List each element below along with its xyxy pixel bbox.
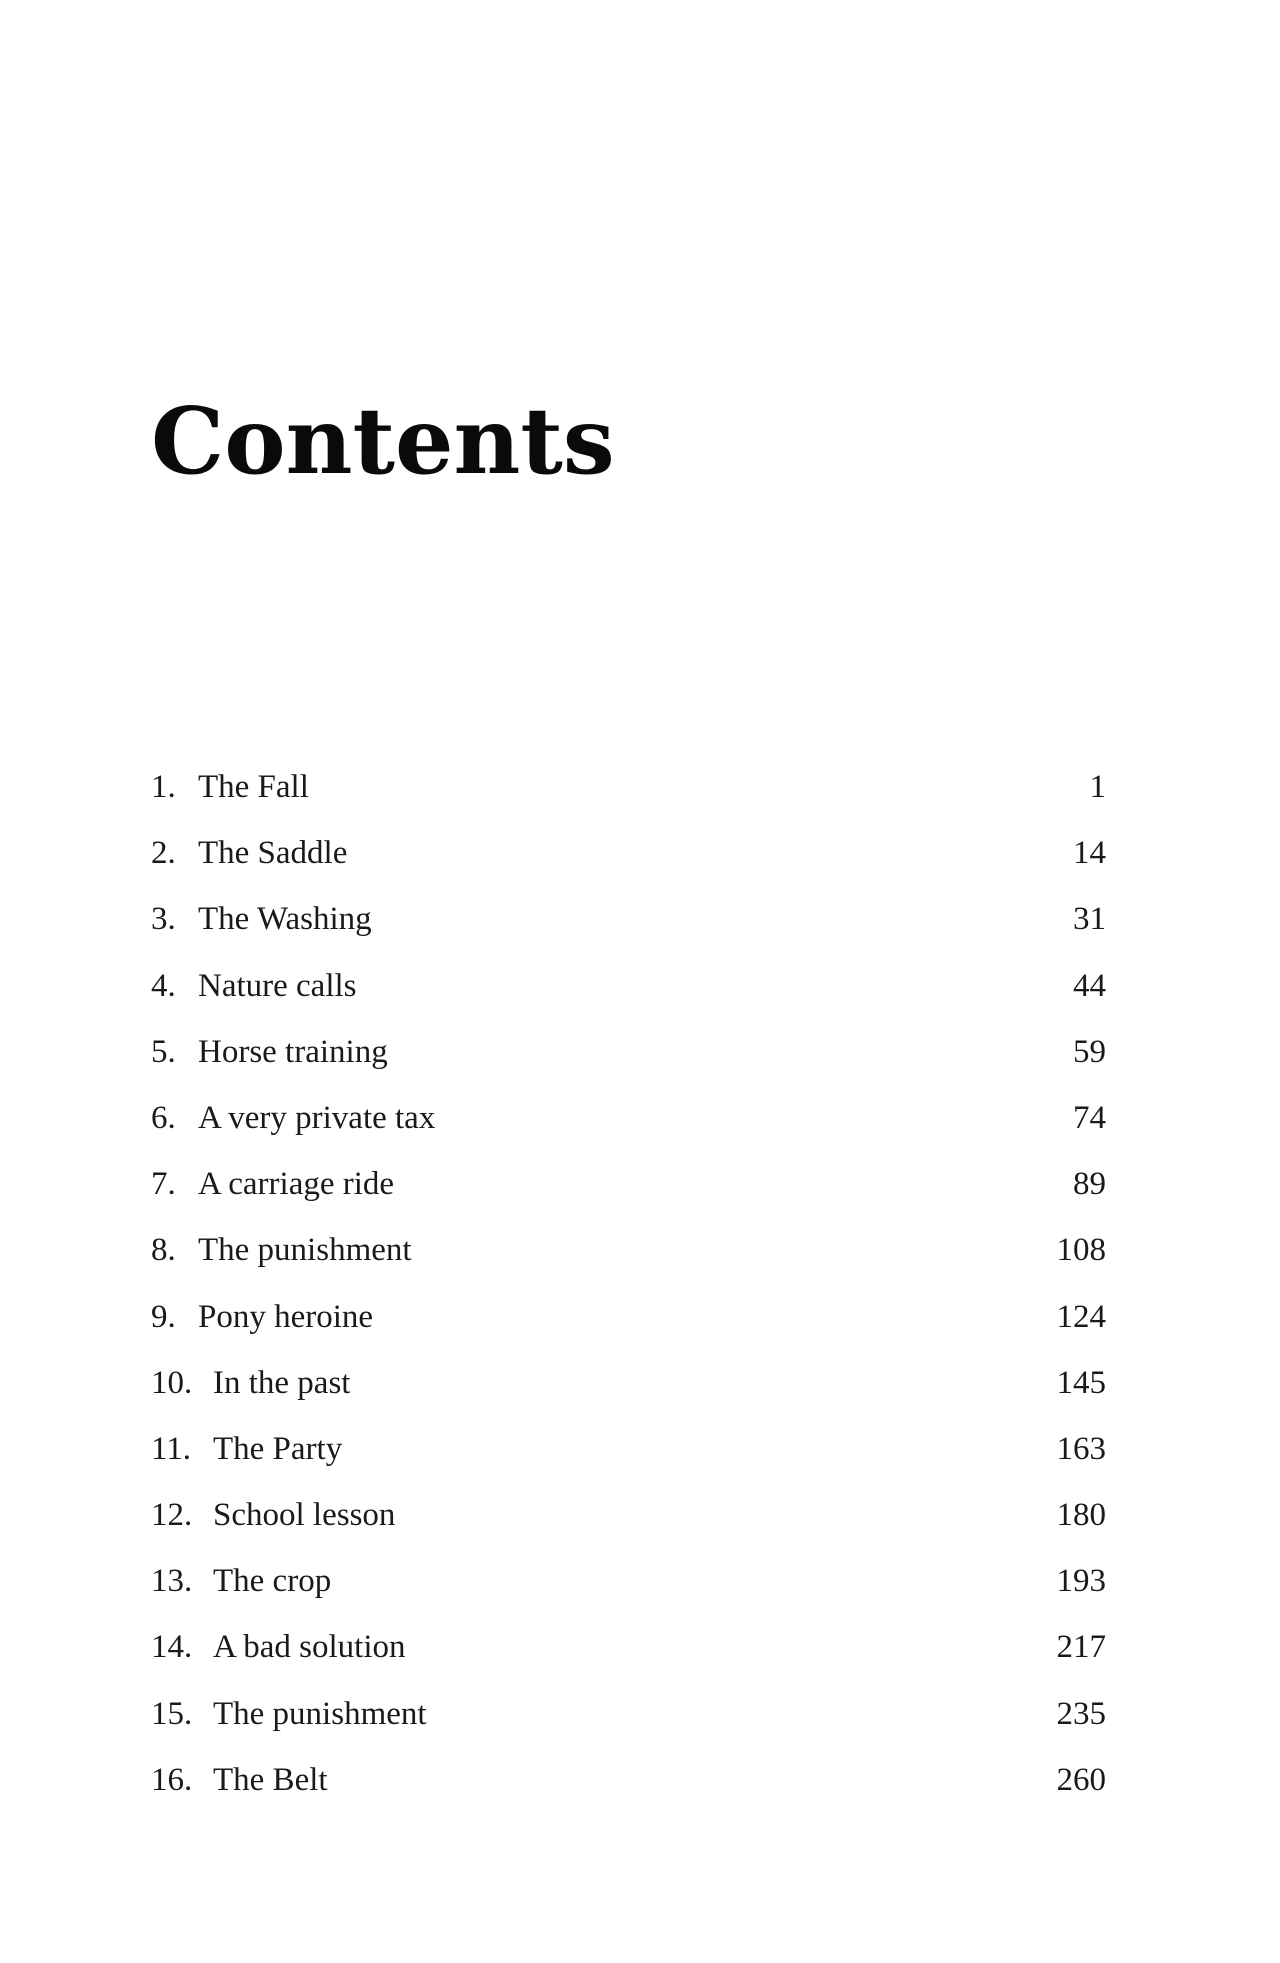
toc-entry-title: The Fall <box>198 769 309 805</box>
toc-entry-page: 235 <box>1056 1695 1106 1732</box>
toc-entry-number: 16. <box>151 1761 193 1798</box>
toc-entry <box>151 1151 1106 1217</box>
toc-entry-page: 1 <box>1089 769 1106 805</box>
toc-entry-number: 8. <box>151 1232 176 1269</box>
page-title: Contents <box>151 387 615 495</box>
toc-entry <box>151 1681 1106 1747</box>
toc-entry-number: 10. <box>151 1364 193 1401</box>
toc-entry-number: 13. <box>151 1563 193 1600</box>
toc-entry-number: 7. <box>151 1166 176 1203</box>
toc-entry-number: 5. <box>151 1033 176 1070</box>
toc-entry-title: In the past <box>213 1364 351 1401</box>
toc-entry-number: 2. <box>151 835 176 872</box>
toc-entry-title: The punishment <box>198 1232 412 1269</box>
toc-entry-page: 59 <box>1073 1033 1106 1070</box>
toc-entry <box>151 1482 1106 1548</box>
toc-entry <box>151 886 1106 952</box>
toc-entry-title: The crop <box>213 1563 332 1600</box>
toc-entry-page: 74 <box>1073 1099 1106 1136</box>
toc-entry-title: A bad solution <box>213 1629 406 1666</box>
toc-entry-number: 4. <box>151 967 176 1004</box>
toc-entry <box>151 1416 1106 1482</box>
toc-entry-title: The Party <box>213 1430 343 1467</box>
toc-entry <box>151 1284 1106 1350</box>
toc-entry-page: 145 <box>1056 1364 1106 1401</box>
toc-entry-page: 44 <box>1073 967 1106 1004</box>
toc-entry-number: 11. <box>151 1430 192 1467</box>
toc-entry-page: 193 <box>1056 1563 1106 1600</box>
toc-entry-title: The Saddle <box>198 835 348 872</box>
toc-entry-title: The punishment <box>213 1695 427 1732</box>
toc-entry-page: 180 <box>1056 1497 1106 1534</box>
toc-entry <box>151 1614 1106 1680</box>
toc-entry-page: 108 <box>1056 1232 1106 1269</box>
toc-entry <box>151 1747 1106 1813</box>
toc-entry-title: A very private tax <box>198 1099 436 1136</box>
toc-entry-number: 14. <box>151 1629 193 1666</box>
toc-entry-number: 9. <box>151 1298 176 1335</box>
toc-entry-number: 15. <box>151 1695 193 1732</box>
toc-entry <box>151 953 1106 1019</box>
toc-entry-title: School lesson <box>213 1497 396 1534</box>
toc-entry-title: The Washing <box>198 901 372 938</box>
toc-entry-page: 260 <box>1056 1761 1106 1798</box>
toc-entry-page: 163 <box>1056 1430 1106 1467</box>
table-of-contents <box>151 754 1106 1813</box>
toc-entry-page: 89 <box>1073 1166 1106 1203</box>
toc-entry <box>151 1217 1106 1283</box>
toc-entry-page: 14 <box>1073 835 1106 872</box>
toc-entry-number: 12. <box>151 1497 193 1534</box>
toc-entry <box>151 1085 1106 1151</box>
toc-entry-page: 124 <box>1056 1298 1106 1335</box>
toc-entry-page: 31 <box>1073 901 1106 938</box>
toc-entry-title: Nature calls <box>198 967 357 1004</box>
toc-entry-title: The Belt <box>213 1761 328 1798</box>
toc-entry <box>151 1548 1106 1614</box>
toc-entry-number: 6. <box>151 1099 176 1136</box>
toc-entry-title: Horse training <box>198 1033 388 1070</box>
toc-entry <box>151 754 1106 820</box>
toc-entry-title: A carriage ride <box>198 1166 395 1203</box>
toc-entry <box>151 1350 1106 1416</box>
toc-entry <box>151 1019 1106 1085</box>
toc-entry-number: 1. <box>151 769 176 805</box>
toc-entry <box>151 820 1106 886</box>
toc-entry-page: 217 <box>1056 1629 1106 1666</box>
toc-entry-title: Pony heroine <box>198 1298 374 1335</box>
toc-entry-number: 3. <box>151 901 176 938</box>
